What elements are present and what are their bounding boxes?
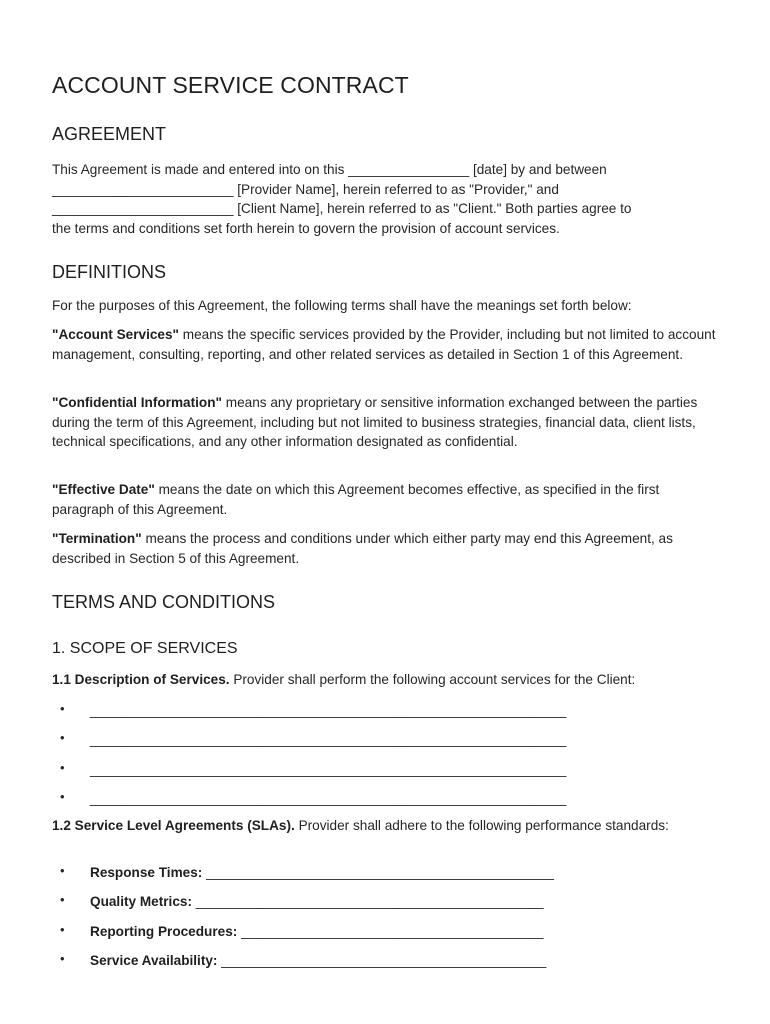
definition-account-services — [52, 325, 720, 364]
definition-term: "Account Services" — [52, 327, 179, 342]
definition-text: means the process and conditions under which either party may end this Agreement, as described in Section 5 of this Agreement. — [52, 531, 673, 566]
definition-term: "Termination" — [52, 531, 142, 546]
definition-text: means any proprietary or sensitive information exchanged between the parties during the term of this Agreement, including but not limited to business strategies, financial data, client lists, technical specifications, and any other information designated as confidential. — [52, 395, 698, 449]
bullet-icon: • — [60, 788, 65, 804]
definitions-heading: DEFINITIONS — [52, 262, 167, 282]
bullet-icon: • — [60, 759, 65, 775]
agreement-line-1: This Agreement is made and entered into on this ________________ [date] by and between — [52, 162, 607, 177]
terms-heading: TERMS AND CONDITIONS — [52, 592, 276, 612]
agreement-line-3: ________________________ [Client Name], herein referred to as "Client." Both parties agree to — [52, 201, 632, 216]
sla-label: Quality Metrics: — [90, 894, 192, 910]
definition-effective-date — [52, 480, 720, 519]
blank-line[interactable]: _______________________________________________________________ — [90, 732, 567, 748]
section-1-2 — [52, 816, 720, 836]
definition-text: means the specific services provided by the Provider, including but not limited to account management, consulting, reporting, and other related services as detailed in Section 1 of this Agreement. — [52, 327, 716, 362]
bullet-icon: • — [60, 921, 65, 937]
blank-line[interactable]: _______________________________________________________________ — [90, 790, 567, 806]
definition-term: "Effective Date" — [52, 482, 155, 497]
agreement-heading: AGREEMENT — [52, 124, 167, 144]
blank-line[interactable]: ___________________________________________ — [217, 952, 547, 968]
section-text: Provider shall perform the following account services for the Client: — [229, 672, 636, 687]
bullet-icon: • — [60, 892, 65, 908]
bullet-icon: • — [60, 701, 65, 716]
definition-text: means the date on which this Agreement becomes effective, as specified in the first paragraph of this Agreement. — [52, 482, 660, 517]
agreement-line-2: ________________________ [Provider Name], herein referred to as "Provider," and — [52, 181, 559, 197]
section-label: 1.2 Service Level Agreements (SLAs). — [52, 818, 295, 833]
definition-confidential-information — [52, 393, 720, 452]
section-1-1 — [52, 670, 720, 690]
sla-label: Reporting Procedures: — [90, 923, 238, 939]
bullet-icon: • — [60, 950, 65, 966]
bullet-icon: • — [60, 863, 65, 878]
section-text: Provider shall adhere to the following performance standards: — [294, 818, 669, 833]
definition-term: "Confidential Information" — [52, 395, 222, 410]
definition-termination — [52, 529, 720, 568]
blank-line[interactable]: _______________________________________________________________ — [90, 703, 567, 718]
section-1-heading: 1. SCOPE OF SERVICES — [52, 640, 238, 657]
sla-label: Service Availability: — [90, 952, 218, 968]
document-title: ACCOUNT SERVICE CONTRACT — [52, 72, 409, 98]
sla-label: Response Times: — [90, 865, 203, 880]
blank-line[interactable]: ________________________________________ — [237, 923, 544, 939]
agreement-line-4: the terms and conditions set forth herein to govern the provision of account services. — [52, 220, 560, 236]
blank-line[interactable]: ______________________________________________ — [191, 894, 544, 910]
section-label: 1.1 Description of Services. — [52, 672, 230, 687]
blank-line[interactable]: ______________________________________________ — [202, 865, 554, 880]
bullet-icon: • — [60, 730, 65, 746]
agreement-paragraph — [52, 160, 720, 238]
blank-line[interactable]: _______________________________________________________________ — [90, 761, 567, 777]
definitions-intro: For the purposes of this Agreement, the following terms shall have the meanings set forth below: — [52, 298, 632, 313]
